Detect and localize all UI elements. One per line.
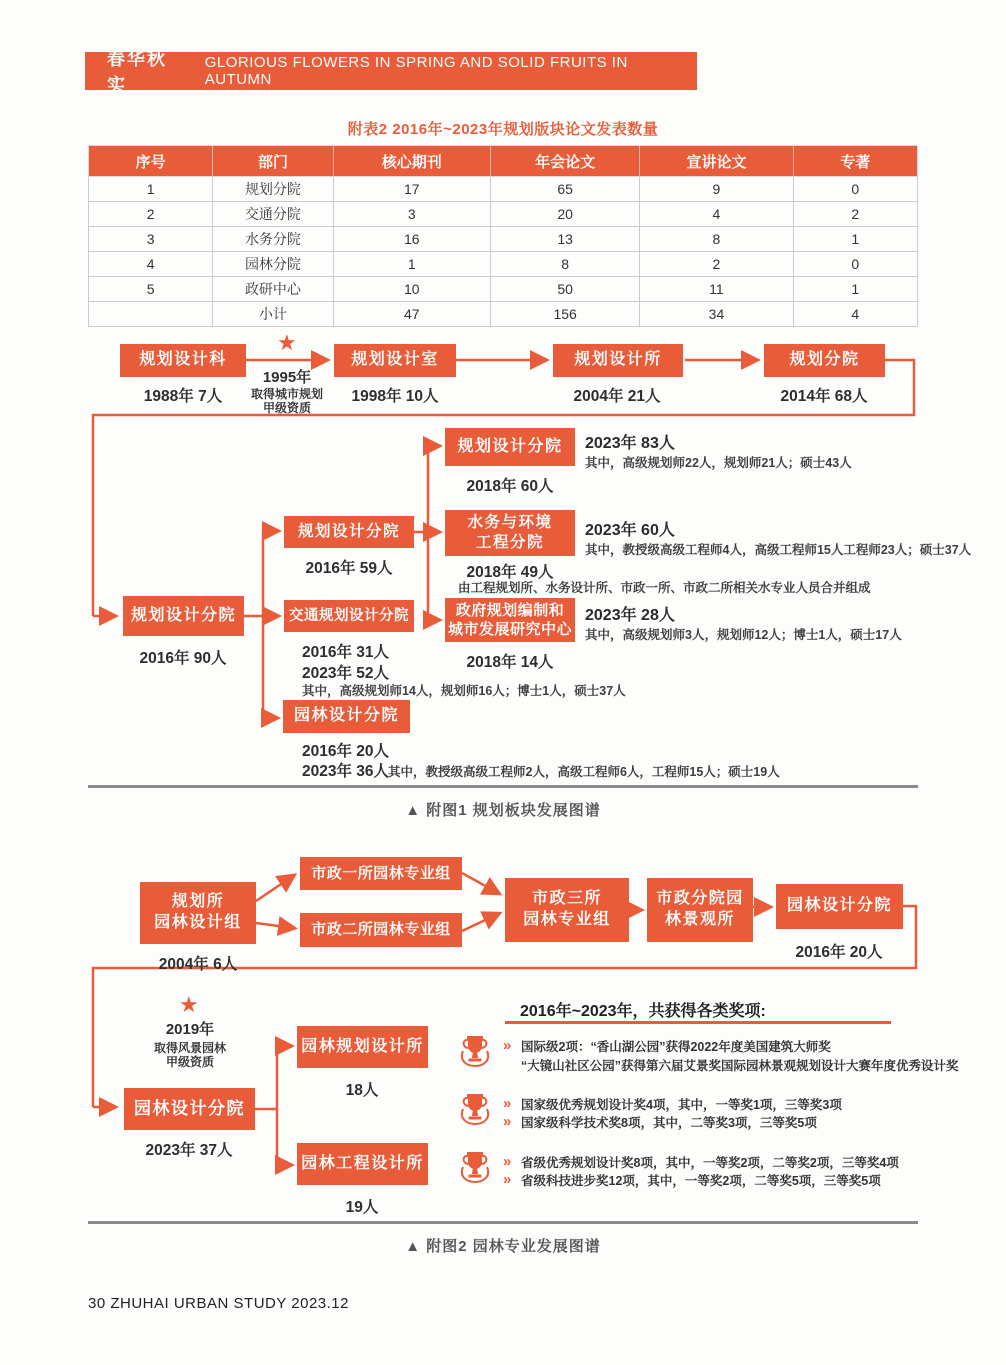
milestone-text: 甲级资质 [165,1055,214,1069]
table-cell: 1 [333,252,491,277]
table-cell: 13 [491,227,640,252]
node-sublabel: 2018年 49人 [466,564,554,581]
table-cell: 8 [640,227,793,252]
node-planning-design-branch-root: 规划设计分院 [123,596,244,636]
node-label: 市政分院园 林景观所 [656,890,744,928]
star-icon: ★ [277,330,297,355]
node-traffic-planning-branch: 交通规划设计分院 [284,600,414,632]
fig1-caption: ▲ 附图1 规划板块发展图谱 [405,802,601,819]
annotation-title: 2023年 60人 [585,522,675,539]
table-row [89,252,918,277]
table-cell: 规划分院 [213,177,333,202]
table-cell: 50 [491,277,640,302]
table-cell: 47 [333,302,491,327]
header-title-cn: 春华秋实 [107,49,167,95]
node-sublabel: 2004年 6人 [158,956,238,973]
chevron-marker-icon: » [503,1037,512,1054]
node-municipal3-landscape-group [505,878,629,942]
node-planning-branch: 规划分院 [764,344,885,377]
table-cell: 0 [793,177,917,202]
annotation-title: 2023年 28人 [585,607,675,624]
table-cell: 3 [333,202,491,227]
table-cell: 1 [793,227,917,252]
node-planning-design-section: 规划设计科 [120,344,246,377]
fig2-caption: ▲ 附图2 园林专业发展图谱 [405,1238,601,1255]
table-cell: 11 [640,277,793,302]
table-cell: 1 [89,177,213,202]
node-sublabel: 1998年 10人 [351,388,439,405]
award-line: “大镜山社区公园”获得第六届艾景奖国际园林景观规划设计大赛年度优秀设计奖 [521,1059,959,1073]
table-cell: 3 [89,227,213,252]
table-cell: 4 [793,302,917,327]
table-header-row [89,146,918,177]
table-cell: 2 [640,252,793,277]
node-label: 规划所 园林设计组 [154,893,242,931]
trophy-icon [456,1032,494,1072]
chevron-marker-icon: » [503,1171,512,1188]
annotation-text: 其中，高级规划师22人，规划师21人；硕士43人 [585,456,852,470]
node-municipal1-landscape-group: 市政一所园林专业组 [300,857,462,890]
table-cell: 2 [89,202,213,227]
node-water-environment-branch [445,510,575,556]
table-cell: 65 [491,177,640,202]
papers-table [88,145,918,327]
awards-title: 2016年~2023年，共获得各类奖项: [520,1003,766,1020]
table-row [89,177,918,202]
node-label: 政府规划编制和 城市发展研究中心 [447,601,572,638]
award-line: 国家级优秀规划设计奖4项，其中，一等奖1项，三等奖3项 [521,1098,842,1112]
table-cell: 20 [491,202,640,227]
award-line: 省级优秀规划设计奖8项，其中，一等奖2项，二等奖2项，三等奖4项 [521,1156,899,1170]
node-landscape-planning-institute: 园林规划设计所 [297,1026,428,1068]
node-planning-design-office: 规划设计室 [334,344,456,377]
node-sublabel: 2004年 21人 [573,388,661,405]
table-cell: 5 [89,277,213,302]
column-header: 专著 [793,146,917,177]
node-landscape-engineering-institute: 园林工程设计所 [297,1143,428,1185]
table-cell: 水务分院 [213,227,333,252]
column-header: 年会论文 [491,146,640,177]
node-municipal-branch-landscape-institute [647,878,753,942]
trophy-icon [456,1148,494,1188]
table-cell: 0 [793,252,917,277]
column-header: 部门 [213,146,333,177]
node-sublabel: 2014年 68人 [780,388,868,405]
table-cell: 2 [793,202,917,227]
node-sublabel: 2023年 52人 [302,665,390,682]
node-planning-design-branch-leaf: 规划设计分院 [445,428,575,466]
chevron-marker-icon: » [503,1095,512,1112]
annotation-text: 其中，高级规划师3人，规划师12人；博士1人，硕士17人 [585,628,902,642]
node-sublabel: 2018年 60人 [466,478,554,495]
chevron-marker-icon: » [503,1113,512,1130]
table-cell: 10 [333,277,491,302]
table-cell: 1 [793,277,917,302]
node-planning-design-institute: 规划设计所 [553,344,683,377]
table-title: 附表2 2016年~2023年规划版块论文发表数量 [347,121,659,138]
node-sublabel: 2016年 20人 [795,944,883,961]
milestone-text: 取得风景园林 [153,1041,226,1055]
table-cell: 小计 [213,302,333,327]
table-row [89,277,918,302]
node-planning-design-subbranch: 规划设计分院 [284,516,414,548]
section-divider [88,1221,918,1224]
table-cell: 交通分院 [213,202,333,227]
table-row [89,227,918,252]
node-sublabel: 2016年 31人 [302,644,390,661]
node-sublabel: 2023年 36人 [302,763,390,780]
table-row-subtotal [89,302,918,327]
table-cell [89,302,213,327]
table-cell: 16 [333,227,491,252]
table-cell: 17 [333,177,491,202]
node-note: 其中，高级规划师14人，规划师16人；博士1人，硕士37人 [302,684,626,698]
node-sublabel: 1988年 7人 [143,388,223,405]
award-line: 国家级科学技术奖8项，其中，二等奖3项，三等奖5项 [521,1116,817,1130]
table-cell: 园林分院 [213,252,333,277]
node-sublabel: 2016年 20人 [302,743,390,760]
node-sublabel: 2018年 14人 [466,654,554,671]
trophy-icon [456,1090,494,1130]
node-sublabel: 2016年 90人 [139,650,227,667]
table-cell: 4 [89,252,213,277]
table-cell: 8 [491,252,640,277]
node-planning-landscape-group [140,882,256,944]
milestone-text: 取得城市规划 [250,387,323,401]
table-cell: 9 [640,177,793,202]
node-label: 市政三所 园林专业组 [523,890,611,928]
node-landscape-design-branch-2016: 园林设计分院 [776,884,903,929]
award-line: 国际级2项：“香山湖公园”获得2022年度美国建筑大师奖 [521,1040,831,1054]
section-divider [88,785,918,788]
table-cell: 政研中心 [213,277,333,302]
annotation-title: 2023年 83人 [585,435,675,452]
column-header: 宣讲论文 [640,146,793,177]
node-sublabel: 2023年 37人 [145,1142,233,1159]
node-landscape-design-branch-fig1: 园林设计分院 [283,700,410,733]
table-cell: 156 [491,302,640,327]
column-header: 核心期刊 [333,146,491,177]
node-note: 其中，教授级高级工程师2人，高级工程师6人，工程师15人；硕士19人 [388,765,780,779]
table-cell: 34 [640,302,793,327]
milestone-year: 2019年 [165,1021,215,1038]
chevron-marker-icon: » [503,1153,512,1170]
node-landscape-design-branch-root: 园林设计分院 [124,1088,255,1130]
table-cell: 4 [640,202,793,227]
milestone-text: 甲级资质 [262,401,311,415]
node-municipal2-landscape-group: 市政二所园林专业组 [300,913,462,947]
node-gov-planning-research-center [445,598,575,642]
node-sublabel: 19人 [345,1199,379,1216]
node-label: 水务与环境 工程分院 [467,513,553,551]
milestone-year: 1995年 [262,369,312,386]
annotation-text: 其中，教授级高级工程师4人，高级工程师15人工程师23人；硕士37人 [585,543,972,557]
page-footer: 30 ZHUHAI URBAN STUDY 2023.12 [88,1295,349,1312]
star-icon: ★ [179,992,199,1017]
node-sublabel: 2016年 59人 [305,560,393,577]
node-note: 由工程规划所、水务设计所、市政一所、市政二所相关水专业人员合并组成 [458,581,871,595]
awards-underline [505,1021,891,1024]
node-sublabel: 18人 [345,1082,379,1099]
column-header: 序号 [89,146,213,177]
header-title-en: GLORIOUS FLOWERS IN SPRING AND SOLID FRUITS IN AUTUMN [204,54,628,88]
award-line: 省级科技进步奖12项，其中，一等奖2项，二等奖5项，三等奖5项 [521,1174,881,1188]
table-row [89,202,918,227]
header-banner [85,49,697,95]
